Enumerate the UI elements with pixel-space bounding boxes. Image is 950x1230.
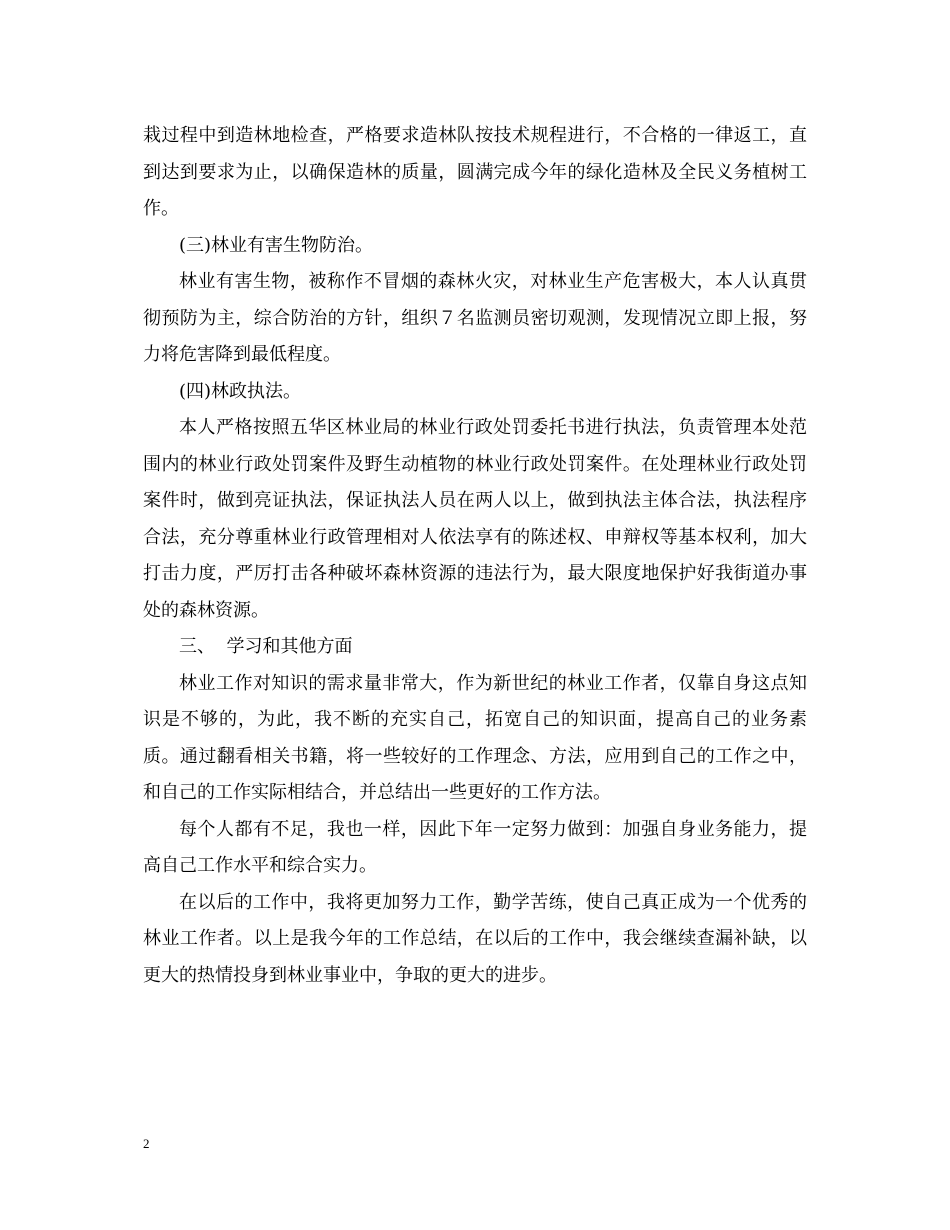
document-body <box>143 118 807 994</box>
paragraph-shortcomings: 每个人都有不足，我也一样，因此下年一定努力做到：加强自身业务能力，提高自己工作水平和综合实力。 <box>143 818 807 876</box>
section-heading-pest-control: (三)林业有害生物防治。 <box>179 234 374 256</box>
paragraph-learning: 林业工作对知识的需求量非常大，作为新世纪的林业工作者，仅靠自身这点知识是不够的，为此，我不断的充实自己，拓宽自己的知识面，提高自己的业务素质。通过翻看相关书籍，将一些较好的工作理念、方法，应用到自己的工作之中，和自己的工作实际相结合，并总结出一些更好的工作方法。 <box>143 672 807 803</box>
paragraph-continuation: 栽过程中到造林地检查，严格要求造林队按技术规程进行，不合格的一律返工，直到达到要求为止，以确保造林的质量，圆满完成今年的绿化造林及全民义务植树工作。 <box>143 125 807 219</box>
paragraph-pest-control: 林业有害生物，被称作不冒烟的森林火灾，对林业生产危害极大，本人认真贯彻预防为主，综合防治的方针，组织７名监测员密切观测，发现情况立即上报，努力将危害降到最低程度。 <box>143 271 807 365</box>
section-heading-learning: 三、 学习和其他方面 <box>179 636 353 657</box>
page-number: 2 <box>143 1136 150 1151</box>
section-heading-forestry-law-enforcement: (四)林政执法。 <box>179 380 302 402</box>
paragraph-conclusion: 在以后的工作中，我将更加努力工作，勤学苦练，使自己真正成为一个优秀的林业工作者。以上是我今年的工作总结，在以后的工作中，我会继续查漏补缺，以更大的热情投身到林业事业中，争取的更大的进步。 <box>143 891 807 986</box>
paragraph-law-enforcement: 本人严格按照五华区林业局的林业行政处罚委托书进行执法，负责管理本处范围内的林业行政处罚案件及野生动植物的林业行政处罚案件。在处理林业行政处罚案件时，做到亮证执法，保证执法人员在两人以上，做到执法主体合法，执法程序合法，充分尊重林业行政管理相对人依法享有的陈述权、申辩权等基本权利，加大打击力度，严厉打击各种破坏森林资源的违法行为，最大限度地保护好我街道办事处的森林资源。 <box>143 417 807 621</box>
